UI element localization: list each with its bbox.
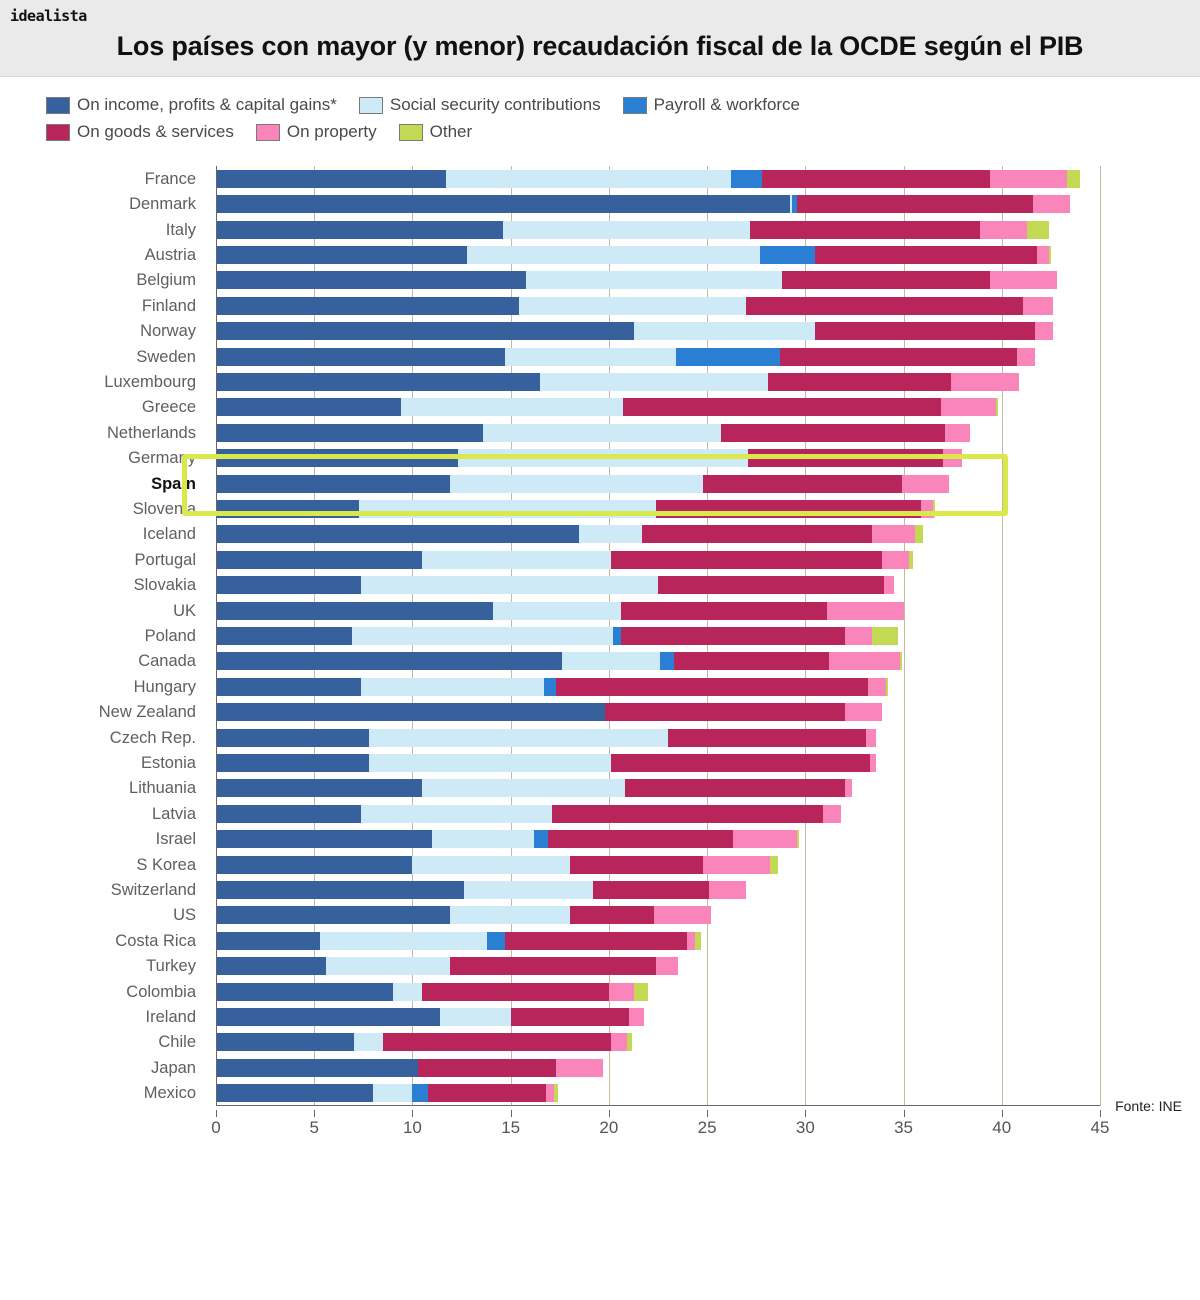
legend-swatch-income <box>46 97 70 114</box>
bar-ireland <box>216 1008 644 1026</box>
bar-segment-property <box>943 449 963 467</box>
bar-segment-property <box>980 221 1027 239</box>
bar-segment-income <box>216 551 422 569</box>
y-label-slovakia: Slovakia <box>133 576 196 595</box>
bar-new-zealand <box>216 703 882 721</box>
bar-segment-income <box>216 906 450 924</box>
page-title: Los países con mayor (y menor) recaudación fiscal de la OCDE según el PIB <box>116 31 1084 61</box>
bar-segment-payroll <box>660 652 674 670</box>
bar-segment-income <box>216 1059 418 1077</box>
bar-segment-other <box>900 652 902 670</box>
bar-mexico <box>216 1084 558 1102</box>
bar-segment-social <box>422 779 624 797</box>
bar-norway <box>216 322 1053 340</box>
x-tickmark <box>412 1110 413 1117</box>
bar-segment-payroll <box>731 170 762 188</box>
bar-segment-goods <box>621 602 827 620</box>
legend-label-property: On property <box>286 122 377 141</box>
bar-segment-goods <box>511 1008 629 1026</box>
bar-segment-income <box>216 805 361 823</box>
bar-segment-goods <box>703 475 901 493</box>
bar-segment-income <box>216 271 526 289</box>
bar-us <box>216 906 711 924</box>
legend-swatch-social <box>359 97 383 114</box>
bar-segment-property <box>990 170 1067 188</box>
bar-segment-goods <box>570 856 704 874</box>
bar-segment-property <box>868 678 886 696</box>
bar-canada <box>216 652 902 670</box>
legend-item-goods <box>46 122 234 142</box>
bar-segment-social <box>369 754 611 772</box>
bar-segment-goods <box>570 906 654 924</box>
bar-segment-social <box>422 551 611 569</box>
bar-segment-goods <box>552 805 823 823</box>
bar-segment-property <box>609 983 635 1001</box>
bar-segment-social <box>412 856 569 874</box>
bar-segment-payroll <box>676 348 780 366</box>
bar-segment-income <box>216 678 361 696</box>
y-label-turkey: Turkey <box>146 957 196 976</box>
legend-item-other <box>399 122 473 142</box>
bar-lithuania <box>216 779 852 797</box>
bar-segment-payroll <box>487 932 505 950</box>
bar-sweden <box>216 348 1035 366</box>
bar-segment-goods <box>762 170 990 188</box>
bar-slovakia <box>216 576 894 594</box>
bar-segment-income <box>216 322 634 340</box>
bar-segment-goods <box>668 729 866 747</box>
bar-segment-income <box>216 576 361 594</box>
legend-label-income: On income, profits & capital gains* <box>77 95 337 114</box>
x-tickmark <box>314 1110 315 1117</box>
bar-segment-income <box>216 348 505 366</box>
bar-segment-social <box>519 297 747 315</box>
bar-segment-goods <box>642 525 872 543</box>
bar-segment-social <box>359 500 656 518</box>
bar-segment-property <box>902 475 949 493</box>
y-label-greece: Greece <box>141 398 196 417</box>
bar-segment-income <box>216 246 467 264</box>
bar-segment-social <box>540 373 768 391</box>
bar-segment-goods <box>623 398 941 416</box>
bar-segment-property <box>829 652 900 670</box>
bar-segment-income <box>216 195 790 213</box>
bar-segment-goods <box>605 703 845 721</box>
bar-segment-property <box>546 1084 554 1102</box>
y-label-norway: Norway <box>140 322 196 341</box>
bar-segment-other <box>996 398 998 416</box>
bar-segment-property <box>709 881 746 899</box>
x-tick-label: 30 <box>795 1118 815 1137</box>
bar-segment-social <box>493 602 621 620</box>
bar-segment-social <box>503 221 751 239</box>
bar-segment-property <box>654 906 711 924</box>
bar-segment-property <box>1035 322 1053 340</box>
y-label-poland: Poland <box>144 627 196 645</box>
bar-iceland <box>216 525 923 543</box>
bar-segment-other <box>627 1033 633 1051</box>
y-label-portugal: Portugal <box>134 550 196 569</box>
bar-segment-social <box>440 1008 511 1026</box>
y-label-israel: Israel <box>155 830 196 849</box>
bar-segment-other <box>1027 221 1049 239</box>
legend-swatch-goods <box>46 124 70 141</box>
y-label-hungary: Hungary <box>133 677 196 696</box>
bar-segment-income <box>216 424 483 442</box>
bar-segment-payroll <box>534 830 548 848</box>
bar-estonia <box>216 754 876 772</box>
bar-italy <box>216 221 1049 239</box>
bar-segment-goods <box>750 221 980 239</box>
x-tick-label: 5 <box>309 1118 319 1137</box>
y-label-us: US <box>173 906 196 925</box>
bar-segment-income <box>216 602 493 620</box>
bar-segment-social <box>505 348 676 366</box>
bar-israel <box>216 830 799 848</box>
bar-segment-other <box>1067 170 1081 188</box>
x-tickmark <box>805 1110 806 1117</box>
y-label-france: France <box>144 169 196 188</box>
bar-segment-goods <box>748 449 942 467</box>
x-tick-label: 0 <box>211 1118 221 1137</box>
bar-segment-social <box>354 1033 383 1051</box>
y-label-canada: Canada <box>138 652 196 671</box>
y-label-iceland: Iceland <box>142 525 196 544</box>
bar-segment-other <box>634 983 648 1001</box>
bar-colombia <box>216 983 648 1001</box>
bar-portugal <box>216 551 913 569</box>
bar-segment-social <box>634 322 815 340</box>
bar-segment-property <box>1023 297 1052 315</box>
bar-segment-social <box>526 271 781 289</box>
bar-segment-social <box>320 932 487 950</box>
bar-segment-other <box>886 678 888 696</box>
y-label-sweden: Sweden <box>136 347 196 366</box>
y-label-latvia: Latvia <box>151 804 196 823</box>
bar-segment-income <box>216 957 326 975</box>
bar-segment-income <box>216 627 352 645</box>
bar-segment-goods <box>625 779 845 797</box>
y-label-spain: Spain <box>151 474 196 493</box>
y-label-czech-rep-: Czech Rep. <box>109 728 196 747</box>
bar-segment-goods <box>428 1084 546 1102</box>
bar-segment-property <box>1033 195 1070 213</box>
bar-segment-property <box>882 551 910 569</box>
bar-slovenia <box>216 500 935 518</box>
chart-area <box>0 158 1200 1158</box>
bar-segment-goods <box>611 754 870 772</box>
y-label-switzerland: Switzerland <box>110 881 196 900</box>
bar-segment-goods <box>422 983 609 1001</box>
x-tick-label: 45 <box>1090 1118 1110 1137</box>
bar-segment-goods <box>815 246 1037 264</box>
bar-segment-social <box>464 881 594 899</box>
bar-segment-goods <box>593 881 709 899</box>
bar-segment-social <box>450 475 703 493</box>
bar-czech-rep- <box>216 729 876 747</box>
bar-segment-property <box>884 576 894 594</box>
bar-segment-property <box>656 957 678 975</box>
legend-row-1 <box>46 95 1046 115</box>
bar-segment-property <box>990 271 1057 289</box>
bar-germany <box>216 449 962 467</box>
bar-segment-goods <box>418 1059 556 1077</box>
legend-swatch-payroll <box>623 97 647 114</box>
bar-hungary <box>216 678 888 696</box>
bar-segment-income <box>216 221 503 239</box>
x-tickmark <box>1002 1110 1003 1117</box>
x-tick-label: 35 <box>894 1118 914 1137</box>
plot-region <box>216 166 1100 1106</box>
bar-segment-social <box>450 906 570 924</box>
y-label-mexico: Mexico <box>143 1084 196 1103</box>
bar-segment-social <box>369 729 668 747</box>
bar-segment-property <box>611 1033 627 1051</box>
legend-item-social <box>359 95 601 115</box>
y-label-japan: Japan <box>151 1058 196 1077</box>
bar-segment-other <box>554 1084 558 1102</box>
bar-segment-income <box>216 398 401 416</box>
y-label-uk: UK <box>173 601 196 620</box>
bar-finland <box>216 297 1053 315</box>
x-tickmark <box>216 1110 217 1117</box>
gridline <box>1100 166 1101 1106</box>
bar-segment-income <box>216 525 579 543</box>
bar-segment-social <box>458 449 749 467</box>
legend-label-social: Social security contributions <box>389 95 601 114</box>
bar-segment-goods <box>621 627 845 645</box>
y-label-lithuania: Lithuania <box>129 779 196 798</box>
y-label-luxembourg: Luxembourg <box>104 372 196 391</box>
x-tickmark <box>609 1110 610 1117</box>
bar-chile <box>216 1033 632 1051</box>
bar-belgium <box>216 271 1057 289</box>
y-label-denmark: Denmark <box>129 195 196 214</box>
bar-segment-income <box>216 1084 373 1102</box>
bar-segment-property <box>827 602 904 620</box>
bar-segment-property <box>866 729 876 747</box>
bar-segment-social <box>401 398 623 416</box>
bar-segment-goods <box>780 348 1018 366</box>
bar-segment-goods <box>450 957 656 975</box>
bar-segment-income <box>216 932 320 950</box>
bar-segment-income <box>216 1033 354 1051</box>
bar-segment-goods <box>658 576 884 594</box>
bar-segment-property <box>921 500 933 518</box>
bar-segment-social <box>562 652 660 670</box>
bar-france <box>216 170 1080 188</box>
bar-segment-social <box>393 983 422 1001</box>
y-label-germany: Germany <box>128 449 196 468</box>
bar-segment-property <box>941 398 996 416</box>
bar-segment-other <box>933 500 935 518</box>
bar-segment-goods <box>746 297 1023 315</box>
bar-segment-social <box>579 525 642 543</box>
x-tick-label: 20 <box>599 1118 619 1137</box>
bar-segment-payroll <box>544 678 556 696</box>
bar-segment-other <box>915 525 923 543</box>
bar-segment-goods <box>721 424 945 442</box>
bar-spain <box>216 475 949 493</box>
y-label-belgium: Belgium <box>136 271 196 290</box>
y-label-italy: Italy <box>165 220 196 239</box>
bar-segment-other <box>1049 246 1051 264</box>
bar-austria <box>216 246 1051 264</box>
bar-segment-social <box>361 678 544 696</box>
x-tickmark <box>511 1110 512 1117</box>
bar-segment-other <box>872 627 898 645</box>
bar-segment-social <box>326 957 450 975</box>
page-header <box>0 0 1200 77</box>
y-label-slovenia: Slovenia <box>132 499 196 518</box>
bar-segment-social <box>483 424 721 442</box>
x-tick-label: 40 <box>992 1118 1012 1137</box>
x-tick-label: 15 <box>501 1118 521 1137</box>
legend-item-payroll <box>623 95 800 115</box>
legend-item-income <box>46 95 337 115</box>
bar-segment-property <box>951 373 1020 391</box>
bar-segment-property <box>556 1059 603 1077</box>
bar-segment-social <box>373 1084 412 1102</box>
bar-segment-property <box>845 779 853 797</box>
bar-segment-income <box>216 983 393 1001</box>
bar-segment-social <box>361 576 658 594</box>
bar-segment-goods <box>505 932 688 950</box>
bar-segment-income <box>216 830 432 848</box>
bar-latvia <box>216 805 841 823</box>
bar-segment-income <box>216 729 369 747</box>
source-note: Fonte: INE <box>1115 1098 1182 1114</box>
bar-segment-property <box>733 830 798 848</box>
bar-turkey <box>216 957 678 975</box>
y-label-s-korea: S Korea <box>136 855 196 874</box>
x-tickmark <box>707 1110 708 1117</box>
bar-segment-property <box>687 932 695 950</box>
bar-segment-goods <box>656 500 921 518</box>
bar-segment-property <box>845 627 873 645</box>
bar-segment-income <box>216 856 412 874</box>
legend-label-other: Other <box>429 122 473 141</box>
bar-segment-income <box>216 779 422 797</box>
brand-logo: idealista <box>10 7 87 25</box>
bar-segment-income <box>216 652 562 670</box>
legend-item-property <box>256 122 377 142</box>
bar-segment-social <box>432 830 534 848</box>
x-tick-label: 25 <box>697 1118 717 1137</box>
bar-netherlands <box>216 424 970 442</box>
y-axis-labels <box>0 166 204 1106</box>
bar-segment-goods <box>548 830 733 848</box>
bar-segment-property <box>872 525 915 543</box>
bar-luxembourg <box>216 373 1019 391</box>
bar-segment-payroll <box>760 246 815 264</box>
bar-segment-property <box>703 856 770 874</box>
bar-segment-income <box>216 475 450 493</box>
bar-costa-rica <box>216 932 701 950</box>
legend-swatch-property <box>256 124 280 141</box>
y-label-estonia: Estonia <box>140 754 196 773</box>
bar-segment-goods <box>782 271 990 289</box>
y-label-netherlands: Netherlands <box>107 423 196 442</box>
bar-segment-social <box>467 246 760 264</box>
bar-segment-other <box>770 856 778 874</box>
bar-uk <box>216 602 904 620</box>
bar-segment-goods <box>674 652 829 670</box>
y-label-new-zealand: New Zealand <box>98 703 196 722</box>
bar-segment-goods <box>556 678 868 696</box>
bar-segment-payroll <box>412 1084 428 1102</box>
bar-segment-social <box>446 170 731 188</box>
y-label-ireland: Ireland <box>145 1008 196 1027</box>
bar-segment-property <box>823 805 841 823</box>
y-label-colombia: Colombia <box>126 982 196 1001</box>
legend-swatch-other <box>399 124 423 141</box>
bar-segment-income <box>216 449 458 467</box>
bar-segment-property <box>1017 348 1035 366</box>
bar-segment-property <box>870 754 876 772</box>
bar-segment-income <box>216 1008 440 1026</box>
legend-row-2 <box>46 122 1046 142</box>
bar-segment-goods <box>815 322 1035 340</box>
bar-greece <box>216 398 998 416</box>
bar-segment-goods <box>768 373 951 391</box>
y-label-costa-rica: Costa Rica <box>115 931 196 950</box>
bar-segment-other <box>909 551 913 569</box>
bar-segment-goods <box>797 195 1033 213</box>
bar-s-korea <box>216 856 778 874</box>
bar-segment-social <box>361 805 552 823</box>
bar-japan <box>216 1059 603 1077</box>
bar-segment-property <box>845 703 882 721</box>
x-tickmark <box>904 1110 905 1117</box>
bar-segment-social <box>352 627 613 645</box>
bar-poland <box>216 627 898 645</box>
bar-segment-income <box>216 297 519 315</box>
bar-segment-property <box>1037 246 1049 264</box>
bar-segment-other <box>797 830 799 848</box>
legend-label-payroll: Payroll & workforce <box>653 95 801 114</box>
bar-segment-income <box>216 881 464 899</box>
bar-segment-property <box>945 424 971 442</box>
bar-segment-payroll <box>613 627 621 645</box>
bar-segment-income <box>216 373 540 391</box>
bar-segment-goods <box>383 1033 611 1051</box>
bar-segment-income <box>216 703 605 721</box>
x-tickmark <box>1100 1110 1101 1117</box>
chart-legend <box>0 77 1046 142</box>
bar-segment-goods <box>611 551 882 569</box>
bar-denmark <box>216 195 1070 213</box>
y-label-finland: Finland <box>141 296 196 315</box>
legend-label-goods: On goods & services <box>77 122 234 141</box>
bar-segment-income <box>216 170 446 188</box>
bar-segment-income <box>216 500 359 518</box>
y-label-chile: Chile <box>158 1033 196 1052</box>
x-axis <box>211 1110 1110 1150</box>
bar-segment-property <box>629 1008 645 1026</box>
bar-segment-other <box>695 932 701 950</box>
x-tick-label: 10 <box>402 1118 422 1137</box>
y-label-austria: Austria <box>144 245 196 264</box>
bar-switzerland <box>216 881 746 899</box>
bar-segment-income <box>216 754 369 772</box>
